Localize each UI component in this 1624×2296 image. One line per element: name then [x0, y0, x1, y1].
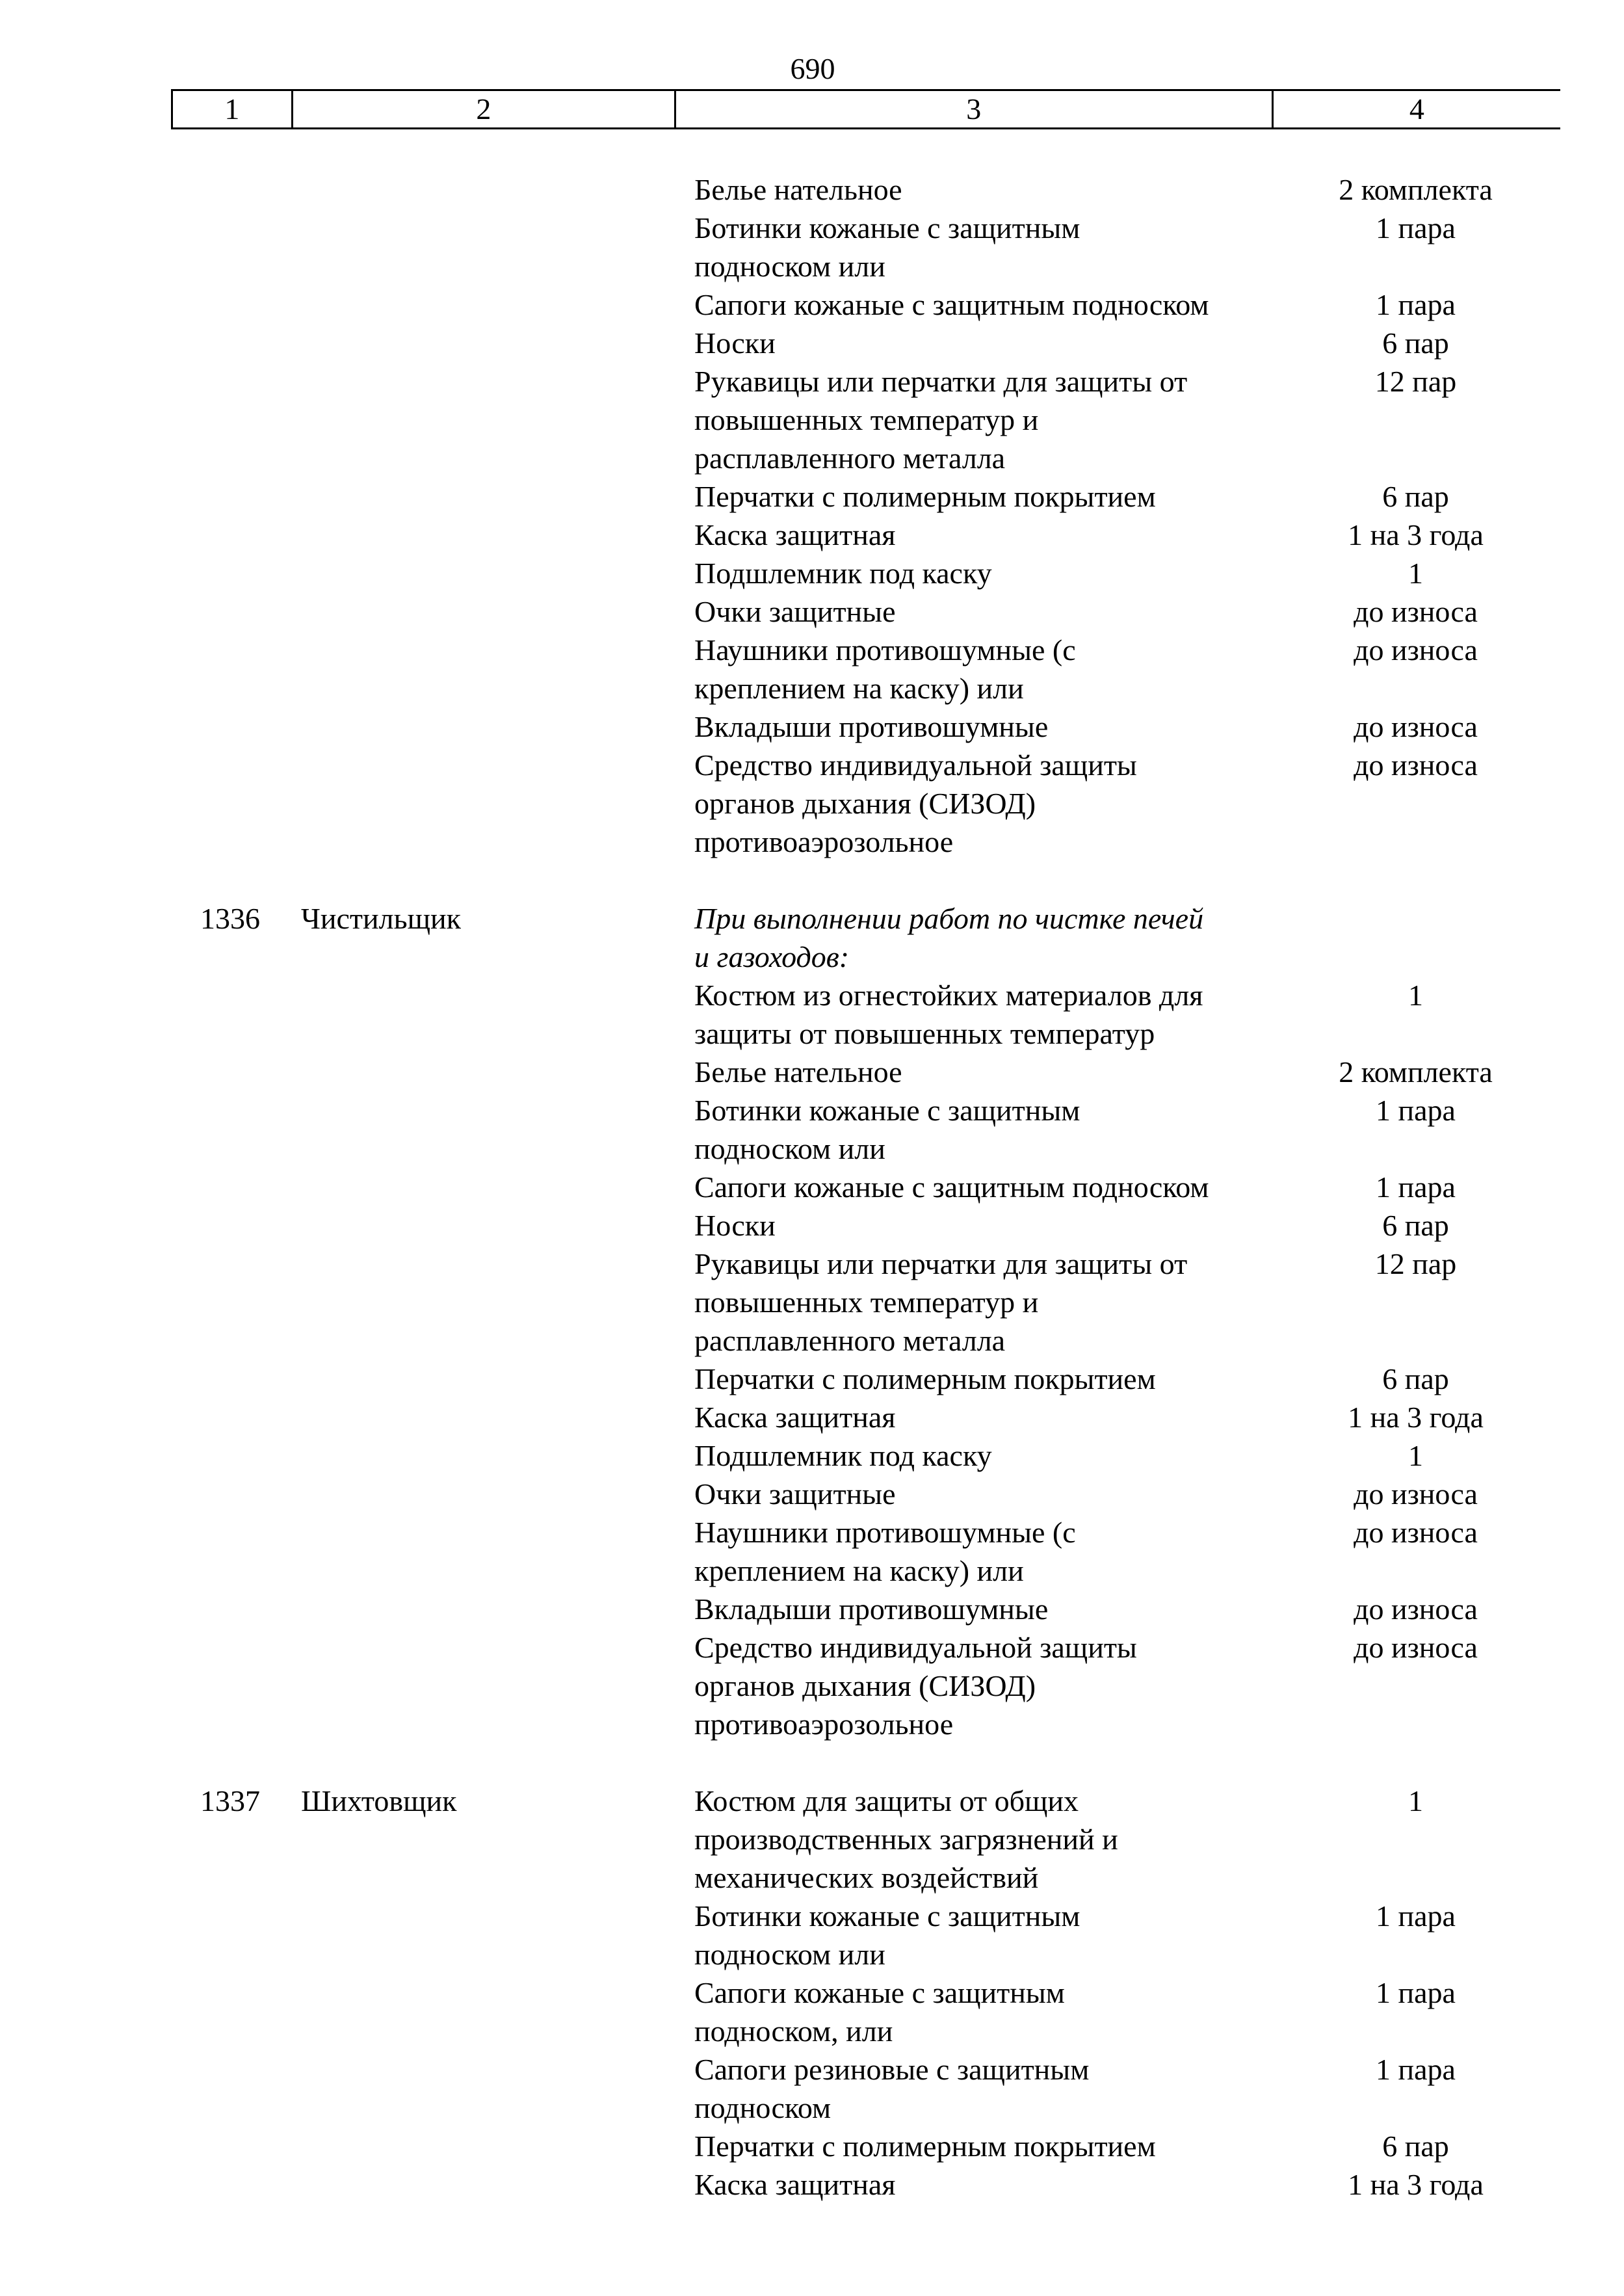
issue-quantity: 1 пара — [1376, 2053, 1456, 2086]
table-row — [171, 554, 1560, 592]
ppe-item-line: Носки — [694, 1209, 776, 1242]
issue-quantity: 1 на 3 года — [1348, 518, 1484, 551]
ppe-item-line: Сапоги резиновые с защитным — [694, 2053, 1090, 2086]
table-row — [171, 1628, 1560, 1743]
ppe-item-line: органов дыхания (СИЗОД) — [694, 787, 1036, 820]
table-row — [171, 1168, 1560, 1206]
ppe-item-line: Ботинки кожаные с защитным — [694, 1899, 1080, 1933]
ppe-item-line: расплавленного металла — [694, 1324, 1006, 1357]
ppe-item-line: повышенных температур и — [694, 1286, 1039, 1319]
ppe-item-line: Сапоги кожаные с защитным подноском — [694, 1170, 1209, 1204]
ppe-item-line: подноском, или — [694, 2014, 893, 2048]
ppe-item-line: органов дыхания (СИЗОД) — [694, 1669, 1036, 1702]
issue-quantity: до износа — [1354, 748, 1478, 782]
table-row — [171, 1091, 1560, 1168]
ppe-item-line: Белье нательное — [694, 173, 902, 206]
ppe-item-line: Очки защитные — [694, 595, 896, 628]
ppe-item-line: Каска защитная — [694, 2168, 896, 2201]
table-row — [171, 1513, 1560, 1590]
profession-name: Чистильщик — [301, 902, 461, 935]
ppe-item-line: Каска защитная — [694, 1401, 896, 1434]
issue-quantity: 1 пара — [1376, 211, 1456, 244]
issue-quantity: до износа — [1354, 1477, 1478, 1511]
ppe-item-line: Сапоги кожаные с защитным подноском — [694, 288, 1209, 321]
ppe-item-line: Средство индивидуальной защиты — [694, 748, 1137, 782]
page-number: 690 — [790, 52, 835, 85]
issue-quantity: 1 пара — [1376, 1899, 1456, 1933]
ppe-item-line: Перчатки с полимерным покрытием — [694, 1362, 1156, 1395]
ppe-item-line: креплением на каску) или — [694, 672, 1024, 705]
ppe-item-line: Очки защитные — [694, 1477, 896, 1511]
row-number: 1337 — [200, 1784, 260, 1817]
issue-quantity: до износа — [1354, 1592, 1478, 1626]
table-row — [171, 2050, 1560, 2127]
table-row — [171, 1360, 1560, 1398]
table-row — [171, 976, 1560, 1053]
issue-quantity: 2 комплекта — [1339, 173, 1493, 206]
ppe-item-line: Сапоги кожаные с защитным — [694, 1976, 1065, 2009]
ppe-item-line: Подшлемник под каску — [694, 1439, 992, 1472]
column-header-1: 1 — [224, 92, 240, 125]
table-row — [171, 516, 1560, 554]
issue-quantity: 1 на 3 года — [1348, 2168, 1484, 2201]
ppe-item-line: Средство индивидуальной защиты — [694, 1631, 1137, 1664]
ppe-item-line: Ботинки кожаные с защитным — [694, 211, 1080, 244]
column-header-3: 3 — [674, 91, 1272, 127]
ppe-item-line: расплавленного металла — [694, 442, 1006, 475]
issue-quantity: 1 пара — [1376, 288, 1456, 321]
table-row — [171, 324, 1560, 362]
table-row — [171, 285, 1560, 324]
issue-quantity: до износа — [1354, 595, 1478, 628]
table-row — [171, 1398, 1560, 1436]
ppe-item-line: При выполнении работ по чистке печей — [694, 902, 1204, 935]
issue-quantity: 1 на 3 года — [1348, 1401, 1484, 1434]
issue-quantity: до износа — [1354, 1516, 1478, 1549]
ppe-item-line: механических воздействий — [694, 1861, 1039, 1894]
ppe-item-line: подноском или — [694, 1132, 885, 1165]
issue-quantity: до износа — [1354, 1631, 1478, 1664]
table-row — [171, 209, 1560, 285]
table-row — [171, 1436, 1560, 1475]
ppe-item-line: подноском или — [694, 250, 885, 283]
issue-quantity: 1 — [1408, 557, 1423, 590]
issue-quantity: 1 пара — [1376, 1094, 1456, 1127]
column-header-row — [171, 89, 1560, 129]
ppe-item-line: повышенных температур и — [694, 403, 1039, 436]
ppe-item-line: Костюм для защиты от общих — [694, 1784, 1079, 1817]
table-row — [171, 746, 1560, 861]
profession-name: Шихтовщик — [301, 1784, 457, 1817]
table-row — [171, 1782, 1560, 1897]
table-row — [171, 477, 1560, 516]
table-row — [171, 1590, 1560, 1628]
ppe-item-line: Носки — [694, 326, 776, 360]
table-row — [171, 899, 1560, 976]
table-row — [171, 170, 1560, 209]
ppe-item-line: Костюм из огнестойких материалов для — [694, 979, 1203, 1012]
ppe-item-line: противоаэрозольное — [694, 1708, 954, 1741]
table-row — [171, 592, 1560, 631]
table-row — [171, 631, 1560, 707]
ppe-item-line: Перчатки с полимерным покрытием — [694, 480, 1156, 513]
table-row — [171, 707, 1560, 746]
ppe-item-line: защиты от повышенных температур — [694, 1017, 1155, 1050]
ppe-item-line: подноском — [694, 2091, 832, 2124]
ppe-item-line: Вкладыши противошумные — [694, 710, 1049, 743]
issue-quantity: 12 пар — [1374, 1247, 1457, 1280]
issue-quantity: 2 комплекта — [1339, 1055, 1493, 1089]
table-row — [171, 1897, 1560, 1973]
ppe-item-line: Наушники противошумные (с — [694, 1516, 1076, 1549]
table-row — [171, 1206, 1560, 1245]
row-number: 1336 — [200, 902, 260, 935]
column-header-4: 4 — [1272, 91, 1560, 127]
ppe-item-line: и газоходов: — [694, 940, 850, 973]
ppe-item-line: Подшлемник под каску — [694, 557, 992, 590]
table-row — [171, 2127, 1560, 2165]
table-row — [171, 2165, 1560, 2204]
ppe-item-line: Вкладыши противошумные — [694, 1592, 1049, 1626]
table-row — [171, 362, 1560, 477]
issue-quantity: 6 пар — [1382, 326, 1449, 360]
column-header-2: 2 — [291, 91, 674, 127]
issue-quantity: 1 — [1408, 979, 1423, 1012]
issue-quantity: 6 пар — [1382, 2130, 1449, 2163]
ppe-item-line: Ботинки кожаные с защитным — [694, 1094, 1080, 1127]
ppe-item-line: Каска защитная — [694, 518, 896, 551]
issue-quantity: 6 пар — [1382, 1362, 1449, 1395]
ppe-item-line: креплением на каску) или — [694, 1554, 1024, 1587]
issue-quantity: до износа — [1354, 710, 1478, 743]
ppe-item-line: Рукавицы или перчатки для защиты от — [694, 365, 1188, 398]
issue-quantity: 1 пара — [1376, 1170, 1456, 1204]
table-row — [171, 1475, 1560, 1513]
issue-quantity: 12 пар — [1374, 365, 1457, 398]
ppe-item-line: Белье нательное — [694, 1055, 902, 1089]
ppe-item-line: противоаэрозольное — [694, 825, 954, 858]
issue-quantity: до износа — [1354, 633, 1478, 666]
ppe-item-line: подноском или — [694, 1938, 885, 1971]
table-row — [171, 1973, 1560, 2050]
issue-quantity: 1 — [1408, 1784, 1423, 1817]
issue-quantity: 1 — [1408, 1439, 1423, 1472]
issue-quantity: 1 пара — [1376, 1976, 1456, 2009]
issue-quantity: 6 пар — [1382, 1209, 1449, 1242]
ppe-item-line: Перчатки с полимерным покрытием — [694, 2130, 1156, 2163]
ppe-item-line: Наушники противошумные (с — [694, 633, 1076, 666]
ppe-item-line: Рукавицы или перчатки для защиты от — [694, 1247, 1188, 1280]
issue-quantity: 6 пар — [1382, 480, 1449, 513]
ppe-item-line: производственных загрязнений и — [694, 1823, 1118, 1856]
table-row — [171, 1053, 1560, 1091]
table-row — [171, 1245, 1560, 1360]
